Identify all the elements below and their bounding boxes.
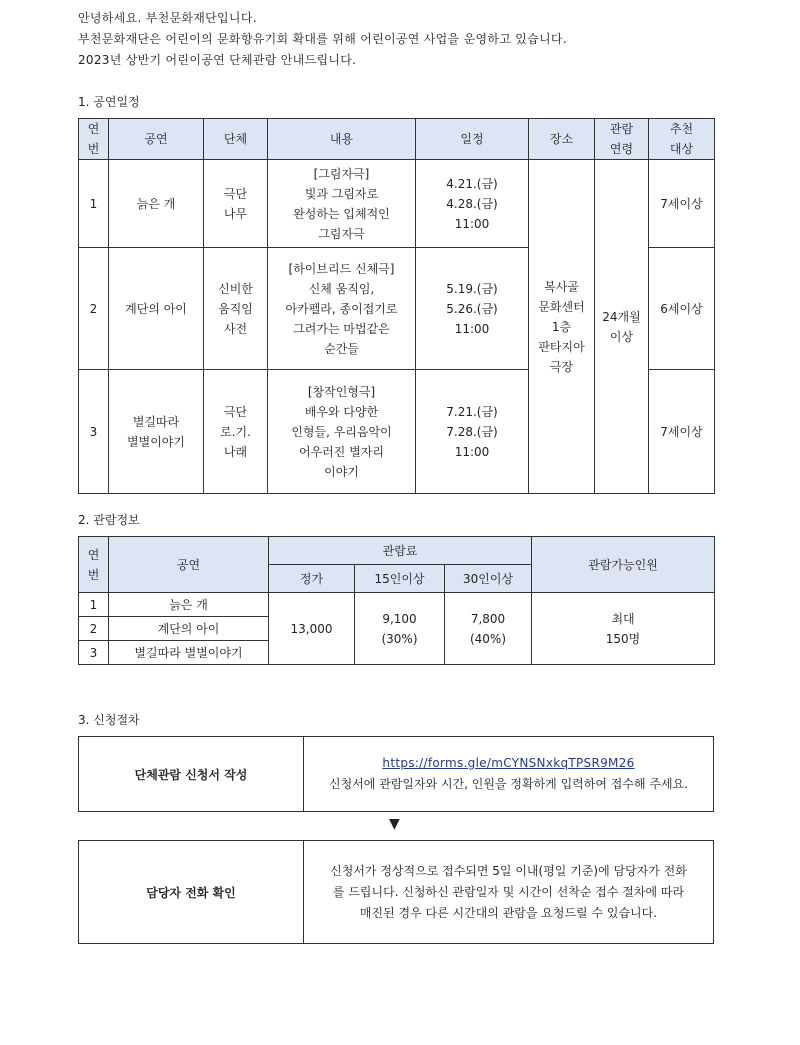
row-troupe: 극단 나무 — [204, 160, 268, 248]
section-title-info: 2. 관람정보 — [78, 513, 140, 527]
row-content: [그림자극] 빛과 그림자로 완성하는 입체적인 그림자극 — [268, 160, 416, 248]
col-header-group30: 30인이상 — [445, 565, 532, 593]
step-2-description-line-2: 를 드립니다. 신청하신 관람일자 및 시간이 선착순 접수 절차에 따라 — [332, 884, 685, 899]
application-form-link[interactable]: https://forms.gle/mCYNSNxkqTPSR9M26 — [382, 756, 635, 770]
col-header-capacity: 관람가능인원 — [532, 537, 715, 593]
col-header-show: 공연 — [109, 537, 269, 593]
step-2-content — [304, 841, 713, 943]
venue-cell: 복사골 문화센터 1층 판타지아 극장 — [529, 160, 595, 494]
fee-table — [78, 536, 715, 665]
col-header-fee: 관람료 — [269, 537, 532, 565]
col-header-venue: 장소 — [529, 119, 595, 160]
row-no: 3 — [79, 641, 109, 665]
schedule-table — [78, 118, 715, 494]
table-row — [79, 160, 715, 248]
row-no: 2 — [79, 248, 109, 370]
col-header-no: 연 번 — [79, 119, 109, 160]
fee-header-row — [79, 537, 715, 565]
row-rec: 6세이상 — [649, 248, 715, 370]
regular-price-cell: 13,000 — [269, 593, 355, 665]
procedure-step-2 — [78, 840, 714, 944]
step-1-description: 신청서에 관람일자와 시간, 인원을 정확하게 입력하여 접수해 주세요. — [329, 777, 688, 791]
col-header-dates: 일정 — [416, 119, 529, 160]
row-content: [하이브리드 신체극] 신체 움직임, 아카펠라, 종이접기로 그려가는 마법같은 순간들 — [268, 248, 416, 370]
row-rec: 7세이상 — [649, 160, 715, 248]
step-2-label: 담당자 전화 확인 — [79, 841, 304, 943]
row-troupe: 신비한 움직임 사전 — [204, 248, 268, 370]
col-header-rec: 추천 대상 — [649, 119, 715, 160]
intro-line-3: 2023년 상반기 어린이공연 단체관람 안내드립니다. — [78, 53, 357, 67]
table-row — [79, 593, 715, 617]
section-title-schedule: 1. 공연일정 — [78, 95, 140, 109]
arrow-down-icon: ▼ — [389, 816, 400, 832]
row-show: 계단의 아이 — [109, 617, 269, 641]
step-2-description-line-1: 신청서가 정상적으로 접수되면 5일 이내(평일 기준)에 담당자가 전화 — [330, 863, 687, 878]
age-cell: 24개월 이상 — [595, 160, 649, 494]
row-no: 1 — [79, 160, 109, 248]
col-header-content: 내용 — [268, 119, 416, 160]
col-header-regular: 정가 — [269, 565, 355, 593]
row-show: 늙은 개 — [109, 593, 269, 617]
step-1-content — [304, 737, 713, 811]
row-show: 늙은 개 — [109, 160, 204, 248]
row-dates: 7.21.(금) 7.28.(금) 11:00 — [416, 370, 529, 494]
procedure-step-1 — [78, 736, 714, 812]
row-no: 2 — [79, 617, 109, 641]
intro-line-2: 부천문화재단은 어린이의 문화향유기회 확대를 위해 어린이공연 사업을 운영하고 있습니다. — [78, 32, 567, 46]
row-dates: 5.19.(금) 5.26.(금) 11:00 — [416, 248, 529, 370]
row-show: 계단의 아이 — [109, 248, 204, 370]
intro-line-1: 안녕하세요. 부천문화재단입니다. — [78, 11, 257, 25]
row-rec: 7세이상 — [649, 370, 715, 494]
col-header-no: 연 번 — [79, 537, 109, 593]
group15-price-cell: 9,100 (30%) — [355, 593, 445, 665]
row-content: [창작인형극] 배우와 다양한 인형들, 우리음악이 어우러진 별자리 이야기 — [268, 370, 416, 494]
row-show: 별길따라 별별이야기 — [109, 641, 269, 665]
row-no: 3 — [79, 370, 109, 494]
row-no: 1 — [79, 593, 109, 617]
row-show: 별길따라 별별이야기 — [109, 370, 204, 494]
col-header-group15: 15인이상 — [355, 565, 445, 593]
col-header-show: 공연 — [109, 119, 204, 160]
intro-text — [78, 8, 738, 71]
row-troupe: 극단 로.기. 나래 — [204, 370, 268, 494]
step-2-description-line-3: 매진된 경우 다른 시간대의 관람을 요청드릴 수 있습니다. — [359, 905, 658, 920]
capacity-cell: 최대 150명 — [532, 593, 715, 665]
group30-price-cell: 7,800 (40%) — [445, 593, 532, 665]
schedule-header-row — [79, 119, 715, 160]
col-header-age: 관람 연령 — [595, 119, 649, 160]
step-1-label: 단체관람 신청서 작성 — [79, 737, 304, 811]
row-dates: 4.21.(금) 4.28.(금) 11:00 — [416, 160, 529, 248]
col-header-troupe: 단체 — [204, 119, 268, 160]
section-title-procedure: 3. 신청절차 — [78, 713, 140, 727]
